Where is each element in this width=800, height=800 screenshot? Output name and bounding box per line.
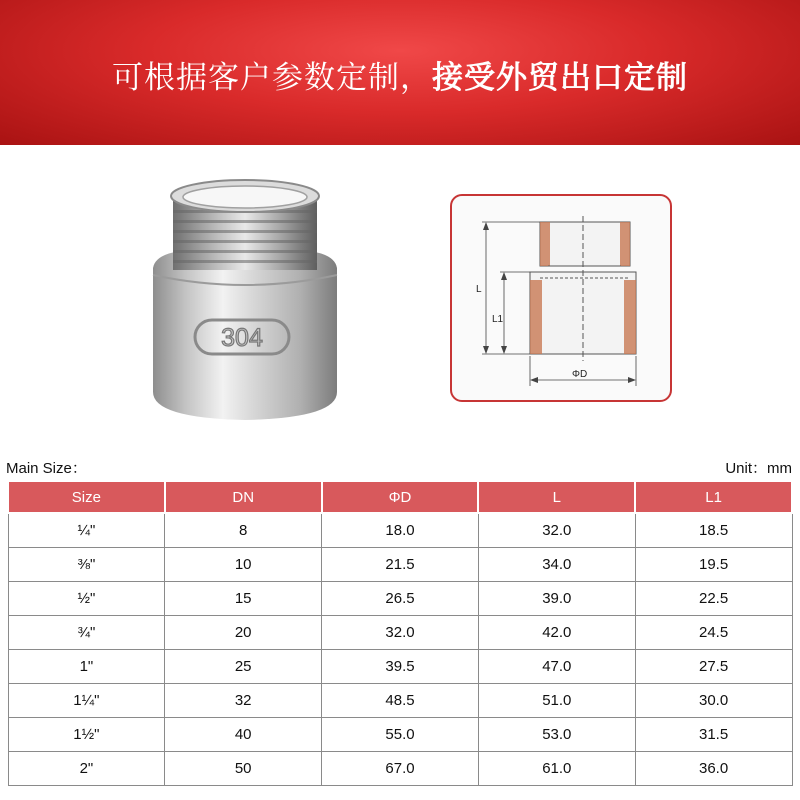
cell-length: 53.0 — [478, 718, 635, 752]
cell-length-1: 30.0 — [635, 684, 792, 718]
cell-length-1: 36.0 — [635, 752, 792, 786]
cell-length-1: 22.5 — [635, 582, 792, 616]
cell-length-1: 18.5 — [635, 513, 792, 548]
header-length: L — [478, 481, 635, 513]
cell-diameter: 67.0 — [322, 752, 479, 786]
cell-dn: 50 — [165, 752, 322, 786]
table-row — [8, 548, 792, 582]
cell-diameter: 18.0 — [322, 513, 479, 548]
cell-dn: 32 — [165, 684, 322, 718]
fitting-body — [153, 180, 337, 420]
product-photo — [115, 160, 375, 430]
material-stamp: 304 — [221, 324, 263, 352]
cell-diameter: 32.0 — [322, 616, 479, 650]
cell-length: 32.0 — [478, 513, 635, 548]
cell-size: 1¼" — [8, 684, 165, 718]
table-row — [8, 582, 792, 616]
cell-diameter: 21.5 — [322, 548, 479, 582]
cell-length-1: 27.5 — [635, 650, 792, 684]
banner-text-regular: 可根据客户参数定制， — [112, 60, 432, 96]
cell-diameter: 55.0 — [322, 718, 479, 752]
cell-length: 47.0 — [478, 650, 635, 684]
cell-diameter: 39.5 — [322, 650, 479, 684]
title-banner — [0, 0, 800, 145]
cell-size: 1" — [8, 650, 165, 684]
cell-dn: 10 — [165, 548, 322, 582]
table-header-row — [8, 481, 792, 513]
cell-length: 51.0 — [478, 684, 635, 718]
header-dn: DN — [165, 481, 322, 513]
spec-table — [7, 480, 793, 786]
cell-size: ⅜" — [8, 548, 165, 582]
header-length-1: L1 — [635, 481, 792, 513]
main-size-label: Main Size： — [6, 460, 87, 477]
cell-diameter: 26.5 — [322, 582, 479, 616]
label-diameter: ΦD — [572, 369, 588, 380]
table-row — [8, 616, 792, 650]
label-length: L — [476, 284, 482, 295]
dimension-diagram — [450, 194, 672, 402]
table-row — [8, 752, 792, 786]
cell-size: 2" — [8, 752, 165, 786]
cell-length: 42.0 — [478, 616, 635, 650]
header-size: Size — [8, 481, 165, 513]
cell-dn: 40 — [165, 718, 322, 752]
cell-dn: 8 — [165, 513, 322, 548]
cell-diameter: 48.5 — [322, 684, 479, 718]
cell-dn: 25 — [165, 650, 322, 684]
header-diameter: ΦD — [322, 481, 479, 513]
banner-text-bold: 接受外贸出口定制 — [432, 60, 688, 96]
cell-dn: 15 — [165, 582, 322, 616]
cell-dn: 20 — [165, 616, 322, 650]
cell-length-1: 24.5 — [635, 616, 792, 650]
unit-label: Unit：mm — [725, 460, 792, 477]
table-row — [8, 718, 792, 752]
table-row — [8, 650, 792, 684]
cell-length: 34.0 — [478, 548, 635, 582]
table-row — [8, 684, 792, 718]
cell-size: ¾" — [8, 616, 165, 650]
cell-length-1: 31.5 — [635, 718, 792, 752]
cell-size: ½" — [8, 582, 165, 616]
cell-size: 1½" — [8, 718, 165, 752]
cell-size: ¼" — [8, 513, 165, 548]
cell-length-1: 19.5 — [635, 548, 792, 582]
cell-length: 39.0 — [478, 582, 635, 616]
cell-length: 61.0 — [478, 752, 635, 786]
table-row — [8, 513, 792, 548]
banner-headline — [0, 52, 800, 97]
label-length-1: L1 — [492, 314, 504, 325]
